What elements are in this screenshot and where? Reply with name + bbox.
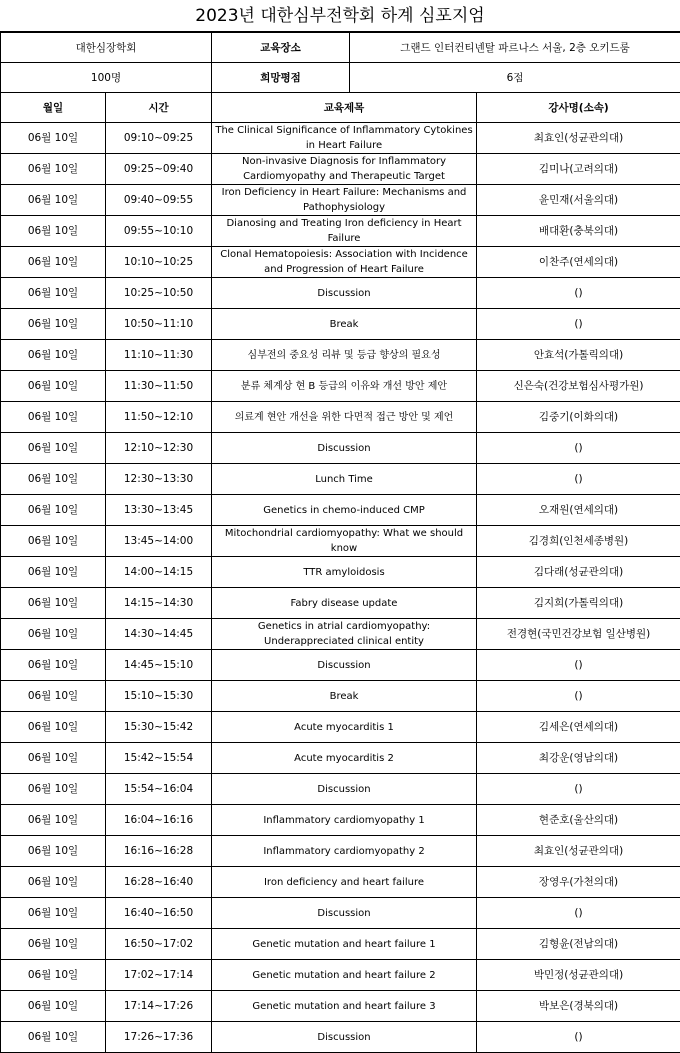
row-topic: Inflammatory cardiomyopathy 2 xyxy=(212,836,477,867)
row-speaker: 최효인(성균관의대) xyxy=(477,123,680,154)
venue-value: 그랜드 인터컨티넨탈 파르나스 서울, 2층 오키드룸 xyxy=(350,33,680,63)
row-speaker: () xyxy=(477,898,680,929)
row-speaker: 현준호(울산의대) xyxy=(477,805,680,836)
row-time: 15:54~16:04 xyxy=(106,774,212,805)
row-time: 16:04~16:16 xyxy=(106,805,212,836)
row-time: 12:30~13:30 xyxy=(106,464,212,495)
info-row-score xyxy=(1,63,680,93)
row-time: 16:28~16:40 xyxy=(106,867,212,898)
table-row xyxy=(1,371,680,402)
row-date: 06월 10일 xyxy=(1,340,106,371)
row-date: 06월 10일 xyxy=(1,774,106,805)
table-row xyxy=(1,278,680,309)
table-row xyxy=(1,526,680,557)
row-date: 06월 10일 xyxy=(1,433,106,464)
row-date: 06월 10일 xyxy=(1,216,106,247)
row-date: 06월 10일 xyxy=(1,743,106,774)
row-speaker: 박민정(성균관의대) xyxy=(477,960,680,991)
score-value: 6점 xyxy=(350,63,680,93)
row-topic: Clonal Hematopoiesis: Association with Incidence and Progression of Heart Failure xyxy=(212,247,477,278)
row-speaker: 전경현(국민건강보험 일산병원) xyxy=(477,619,680,650)
row-date: 06월 10일 xyxy=(1,805,106,836)
row-topic: Discussion xyxy=(212,278,477,309)
schedule-table xyxy=(0,32,680,1053)
row-speaker: 김지희(가톨릭의대) xyxy=(477,588,680,619)
row-time: 10:10~10:25 xyxy=(106,247,212,278)
table-row xyxy=(1,929,680,960)
row-time: 11:10~11:30 xyxy=(106,340,212,371)
row-topic: Discussion xyxy=(212,1022,477,1053)
table-row xyxy=(1,991,680,1022)
table-row xyxy=(1,743,680,774)
row-topic: Iron deficiency and heart failure xyxy=(212,867,477,898)
row-date: 06월 10일 xyxy=(1,402,106,433)
table-row xyxy=(1,464,680,495)
table-row xyxy=(1,309,680,340)
row-time: 10:50~11:10 xyxy=(106,309,212,340)
table-row xyxy=(1,898,680,929)
table-row xyxy=(1,712,680,743)
row-date: 06월 10일 xyxy=(1,464,106,495)
row-speaker: 김다래(성균관의대) xyxy=(477,557,680,588)
table-row xyxy=(1,681,680,712)
row-date: 06월 10일 xyxy=(1,1022,106,1053)
row-topic: Acute myocarditis 1 xyxy=(212,712,477,743)
header-date: 월일 xyxy=(1,93,106,123)
row-time: 15:42~15:54 xyxy=(106,743,212,774)
table-row xyxy=(1,402,680,433)
table-row xyxy=(1,557,680,588)
row-speaker: 박보은(경북의대) xyxy=(477,991,680,1022)
row-topic: Discussion xyxy=(212,433,477,464)
table-row xyxy=(1,1022,680,1053)
row-speaker: 김중기(이화의대) xyxy=(477,402,680,433)
row-date: 06월 10일 xyxy=(1,371,106,402)
row-date: 06월 10일 xyxy=(1,991,106,1022)
row-topic: Inflammatory cardiomyopathy 1 xyxy=(212,805,477,836)
row-date: 06월 10일 xyxy=(1,526,106,557)
row-time: 11:30~11:50 xyxy=(106,371,212,402)
row-date: 06월 10일 xyxy=(1,619,106,650)
capacity-cell: 100명 xyxy=(1,63,212,93)
row-speaker: 신은숙(건강보험심사평가원) xyxy=(477,371,680,402)
row-date: 06월 10일 xyxy=(1,278,106,309)
row-speaker: 김경희(인천세종병원) xyxy=(477,526,680,557)
row-time: 12:10~12:30 xyxy=(106,433,212,464)
row-topic: Genetic mutation and heart failure 2 xyxy=(212,960,477,991)
header-speaker: 강사명(소속) xyxy=(477,93,680,123)
row-time: 10:25~10:50 xyxy=(106,278,212,309)
row-speaker: 오재원(연세의대) xyxy=(477,495,680,526)
row-time: 14:15~14:30 xyxy=(106,588,212,619)
row-speaker: () xyxy=(477,681,680,712)
organizer-cell: 대한심장학회 xyxy=(1,33,212,63)
row-topic: Genetics in atrial cardiomyopathy: Underappreciated clinical entity xyxy=(212,619,477,650)
row-speaker: () xyxy=(477,774,680,805)
row-topic: 의료계 현안 개선을 위한 다면적 접근 방안 및 제언 xyxy=(212,402,477,433)
row-topic: 분류 체계상 현 B 등급의 이유와 개선 방안 제안 xyxy=(212,371,477,402)
row-time: 14:30~14:45 xyxy=(106,619,212,650)
row-time: 09:40~09:55 xyxy=(106,185,212,216)
row-speaker: () xyxy=(477,309,680,340)
row-topic: Discussion xyxy=(212,650,477,681)
document-title: 2023년 대한심부전학회 하계 심포지엄 xyxy=(0,0,680,32)
header-topic: 교육제목 xyxy=(212,93,477,123)
table-row xyxy=(1,154,680,185)
row-date: 06월 10일 xyxy=(1,867,106,898)
row-date: 06월 10일 xyxy=(1,185,106,216)
row-time: 14:45~15:10 xyxy=(106,650,212,681)
row-time: 17:14~17:26 xyxy=(106,991,212,1022)
table-row xyxy=(1,836,680,867)
row-time: 09:10~09:25 xyxy=(106,123,212,154)
table-row xyxy=(1,805,680,836)
table-row xyxy=(1,123,680,154)
row-time: 13:30~13:45 xyxy=(106,495,212,526)
row-time: 15:30~15:42 xyxy=(106,712,212,743)
table-row xyxy=(1,185,680,216)
table-row xyxy=(1,495,680,526)
row-time: 11:50~12:10 xyxy=(106,402,212,433)
table-row xyxy=(1,960,680,991)
table-header-row xyxy=(1,93,680,123)
table-row xyxy=(1,340,680,371)
row-topic: Mitochondrial cardiomyopathy: What we should know xyxy=(212,526,477,557)
table-row xyxy=(1,619,680,650)
row-time: 09:25~09:40 xyxy=(106,154,212,185)
row-topic: Break xyxy=(212,681,477,712)
row-topic: Non-invasive Diagnosis for Inflammatory Cardiomyopathy and Therapeutic Target xyxy=(212,154,477,185)
row-date: 06월 10일 xyxy=(1,836,106,867)
row-date: 06월 10일 xyxy=(1,247,106,278)
row-date: 06월 10일 xyxy=(1,557,106,588)
row-time: 17:02~17:14 xyxy=(106,960,212,991)
row-speaker: 윤민재(서울의대) xyxy=(477,185,680,216)
venue-label: 교육장소 xyxy=(212,33,350,63)
table-row xyxy=(1,216,680,247)
info-row-venue xyxy=(1,33,680,63)
row-topic: Dianosing and Treating Iron deficiency in Heart Failure xyxy=(212,216,477,247)
row-topic: Genetic mutation and heart failure 1 xyxy=(212,929,477,960)
row-date: 06월 10일 xyxy=(1,650,106,681)
table-row xyxy=(1,867,680,898)
schedule-table-body xyxy=(1,33,680,1053)
row-speaker: 최강운(영남의대) xyxy=(477,743,680,774)
table-row xyxy=(1,247,680,278)
table-row xyxy=(1,650,680,681)
row-speaker: 장영우(가천의대) xyxy=(477,867,680,898)
row-topic: Genetic mutation and heart failure 3 xyxy=(212,991,477,1022)
row-date: 06월 10일 xyxy=(1,681,106,712)
score-label: 희망평점 xyxy=(212,63,350,93)
row-time: 16:16~16:28 xyxy=(106,836,212,867)
row-speaker: 배대환(충북의대) xyxy=(477,216,680,247)
row-topic: Iron Deficiency in Heart Failure: Mechanisms and Pathophysiology xyxy=(212,185,477,216)
row-speaker: 김세은(연세의대) xyxy=(477,712,680,743)
header-time: 시간 xyxy=(106,93,212,123)
row-topic: TTR amyloidosis xyxy=(212,557,477,588)
row-time: 15:10~15:30 xyxy=(106,681,212,712)
row-topic: Break xyxy=(212,309,477,340)
row-time: 14:00~14:15 xyxy=(106,557,212,588)
row-date: 06월 10일 xyxy=(1,960,106,991)
table-row xyxy=(1,433,680,464)
row-time: 17:26~17:36 xyxy=(106,1022,212,1053)
row-date: 06월 10일 xyxy=(1,929,106,960)
row-date: 06월 10일 xyxy=(1,588,106,619)
row-speaker: 김형윤(전남의대) xyxy=(477,929,680,960)
row-topic: Discussion xyxy=(212,898,477,929)
row-time: 16:50~17:02 xyxy=(106,929,212,960)
row-topic: Lunch Time xyxy=(212,464,477,495)
row-topic: Fabry disease update xyxy=(212,588,477,619)
row-speaker: () xyxy=(477,650,680,681)
row-topic: Discussion xyxy=(212,774,477,805)
row-date: 06월 10일 xyxy=(1,154,106,185)
row-date: 06월 10일 xyxy=(1,495,106,526)
row-speaker: () xyxy=(477,433,680,464)
row-time: 09:55~10:10 xyxy=(106,216,212,247)
row-topic: 심부전의 중요성 리뷰 및 등급 향상의 필요성 xyxy=(212,340,477,371)
row-topic: The Clinical Significance of Inflammatory Cytokines in Heart Failure xyxy=(212,123,477,154)
row-speaker: 김미나(고려의대) xyxy=(477,154,680,185)
table-row xyxy=(1,774,680,805)
row-topic: Genetics in chemo-induced CMP xyxy=(212,495,477,526)
row-topic: Acute myocarditis 2 xyxy=(212,743,477,774)
row-speaker: 이찬주(연세의대) xyxy=(477,247,680,278)
row-speaker: 안효석(가톨릭의대) xyxy=(477,340,680,371)
table-row xyxy=(1,588,680,619)
row-date: 06월 10일 xyxy=(1,898,106,929)
row-date: 06월 10일 xyxy=(1,712,106,743)
row-time: 16:40~16:50 xyxy=(106,898,212,929)
row-speaker: 최효인(성균관의대) xyxy=(477,836,680,867)
row-time: 13:45~14:00 xyxy=(106,526,212,557)
row-date: 06월 10일 xyxy=(1,123,106,154)
row-date: 06월 10일 xyxy=(1,309,106,340)
row-speaker: () xyxy=(477,464,680,495)
row-speaker: () xyxy=(477,278,680,309)
row-speaker: () xyxy=(477,1022,680,1053)
